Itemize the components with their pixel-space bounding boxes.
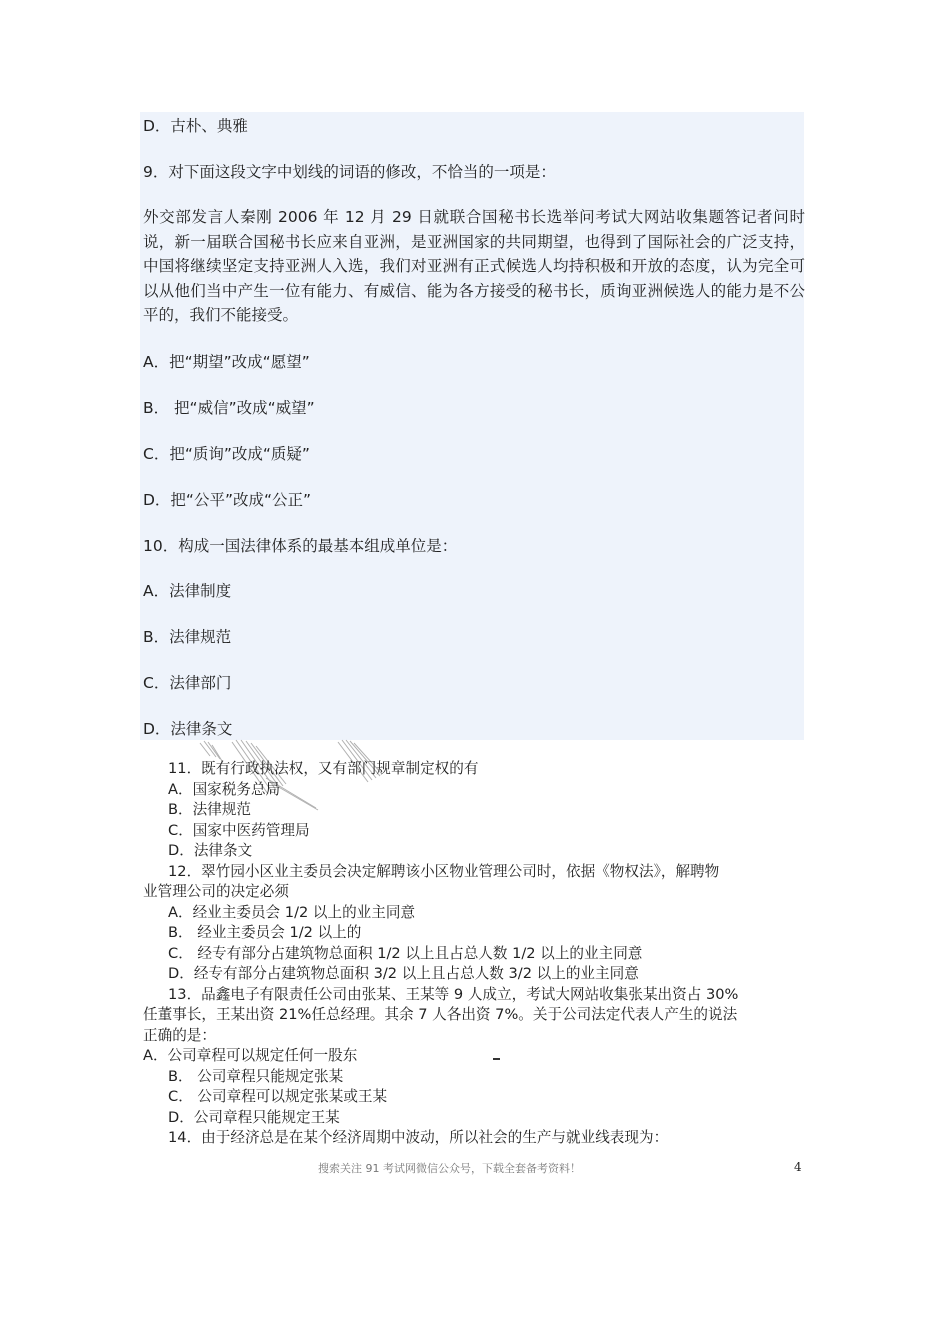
q9-option-c: C．把“质询”改成“质疑”: [143, 445, 310, 463]
q10-option-a: A．法律制度: [143, 582, 232, 600]
q14-stem: 14．由于经济总是在某个经济周期中波动，所以社会的生产与就业线表现为：: [168, 1129, 669, 1146]
q13-option-c: C． 公司章程可以规定张某或王某: [168, 1088, 388, 1105]
q11-option-a: A．国家税务总局: [168, 781, 281, 798]
q11-stem: 11．既有行政执法权，又有部门规章制定权的有: [168, 760, 479, 777]
q11-option-b: B．法律规范: [168, 801, 251, 818]
q9-option-b: B． 把“威信”改成“威望”: [143, 399, 315, 417]
q10-stem: 10．构成一国法律体系的最基本组成单位是：: [143, 537, 458, 555]
q9-option-d: D．把“公平”改成“公正”: [143, 491, 312, 509]
q12-stem-line2: 业管理公司的决定必须: [143, 883, 289, 900]
q12-option-b: B． 经业主委员会 1/2 以上的: [168, 924, 362, 941]
q9-option-a: A．把“期望”改成“愿望”: [143, 353, 310, 371]
q8-option-d: D．古朴、典雅: [143, 117, 248, 135]
stray-dash-mark: [493, 1058, 500, 1060]
q9-paragraph: 外交部发言人秦刚 2006 年 12 月 29 日就联合国秘书长选举问考试大网站收集题答记者问时说，新一届联合国秘书长应来自亚洲，是亚洲国家的共同期望，也得到了国际社会的广泛支持，中国将继续坚定支持亚洲人入选，我们对亚洲有正式候选人均持积极和开放的态度，认为完全可以从他们当中产生一位有能力、有威信、能为各方接受的秘书长，质询亚洲候选人的能力是不公平的，我们不能接受。: [143, 208, 805, 325]
page-number: 4: [794, 1160, 802, 1174]
q12-option-c: C． 经专有部分占建筑物总面积 1/2 以上且占总人数 1/2 以上的业主同意: [168, 945, 643, 962]
q12-option-a: A．经业主委员会 1/2 以上的业主同意: [168, 904, 416, 921]
q11-option-c: C．国家中医药管理局: [168, 822, 310, 839]
q11-option-d: D．法律条文: [168, 842, 253, 859]
q12-stem-line1: 12．翠竹园小区业主委员会决定解聘该小区物业管理公司时，依据《物权法》，解聘物: [168, 863, 720, 880]
q10-option-b: B．法律规范: [143, 628, 232, 646]
q12-option-d: D．经专有部分占建筑物总面积 3/2 以上且占总人数 3/2 以上的业主同意: [168, 965, 639, 982]
q13-stem-line1: 13．品鑫电子有限责任公司由张某、王某等 9 人成立，考试大网站收集张某出资占 30%: [168, 986, 739, 1003]
q10-option-c: C．法律部门: [143, 674, 232, 692]
footer-note: 搜索关注 91 考试网微信公众号，下载全套备考资料！: [318, 1162, 581, 1175]
q13-option-d: D．公司章程只能规定王某: [168, 1109, 340, 1126]
q9-stem: 9．对下面这段文字中划线的词语的修改，不恰当的一项是：: [143, 163, 556, 181]
q13-stem-line2: 任董事长，王某出资 21%任总经理。其余 7 人各出资 7%。关于公司法定代表人产生的说法: [143, 1006, 738, 1023]
q13-option-a: A．公司章程可以规定任何一股东: [143, 1047, 358, 1064]
q13-option-b: B． 公司章程只能规定张某: [168, 1068, 344, 1085]
q13-stem-line3: 正确的是：: [143, 1027, 216, 1044]
q10-option-d: D．法律条文: [143, 720, 233, 738]
